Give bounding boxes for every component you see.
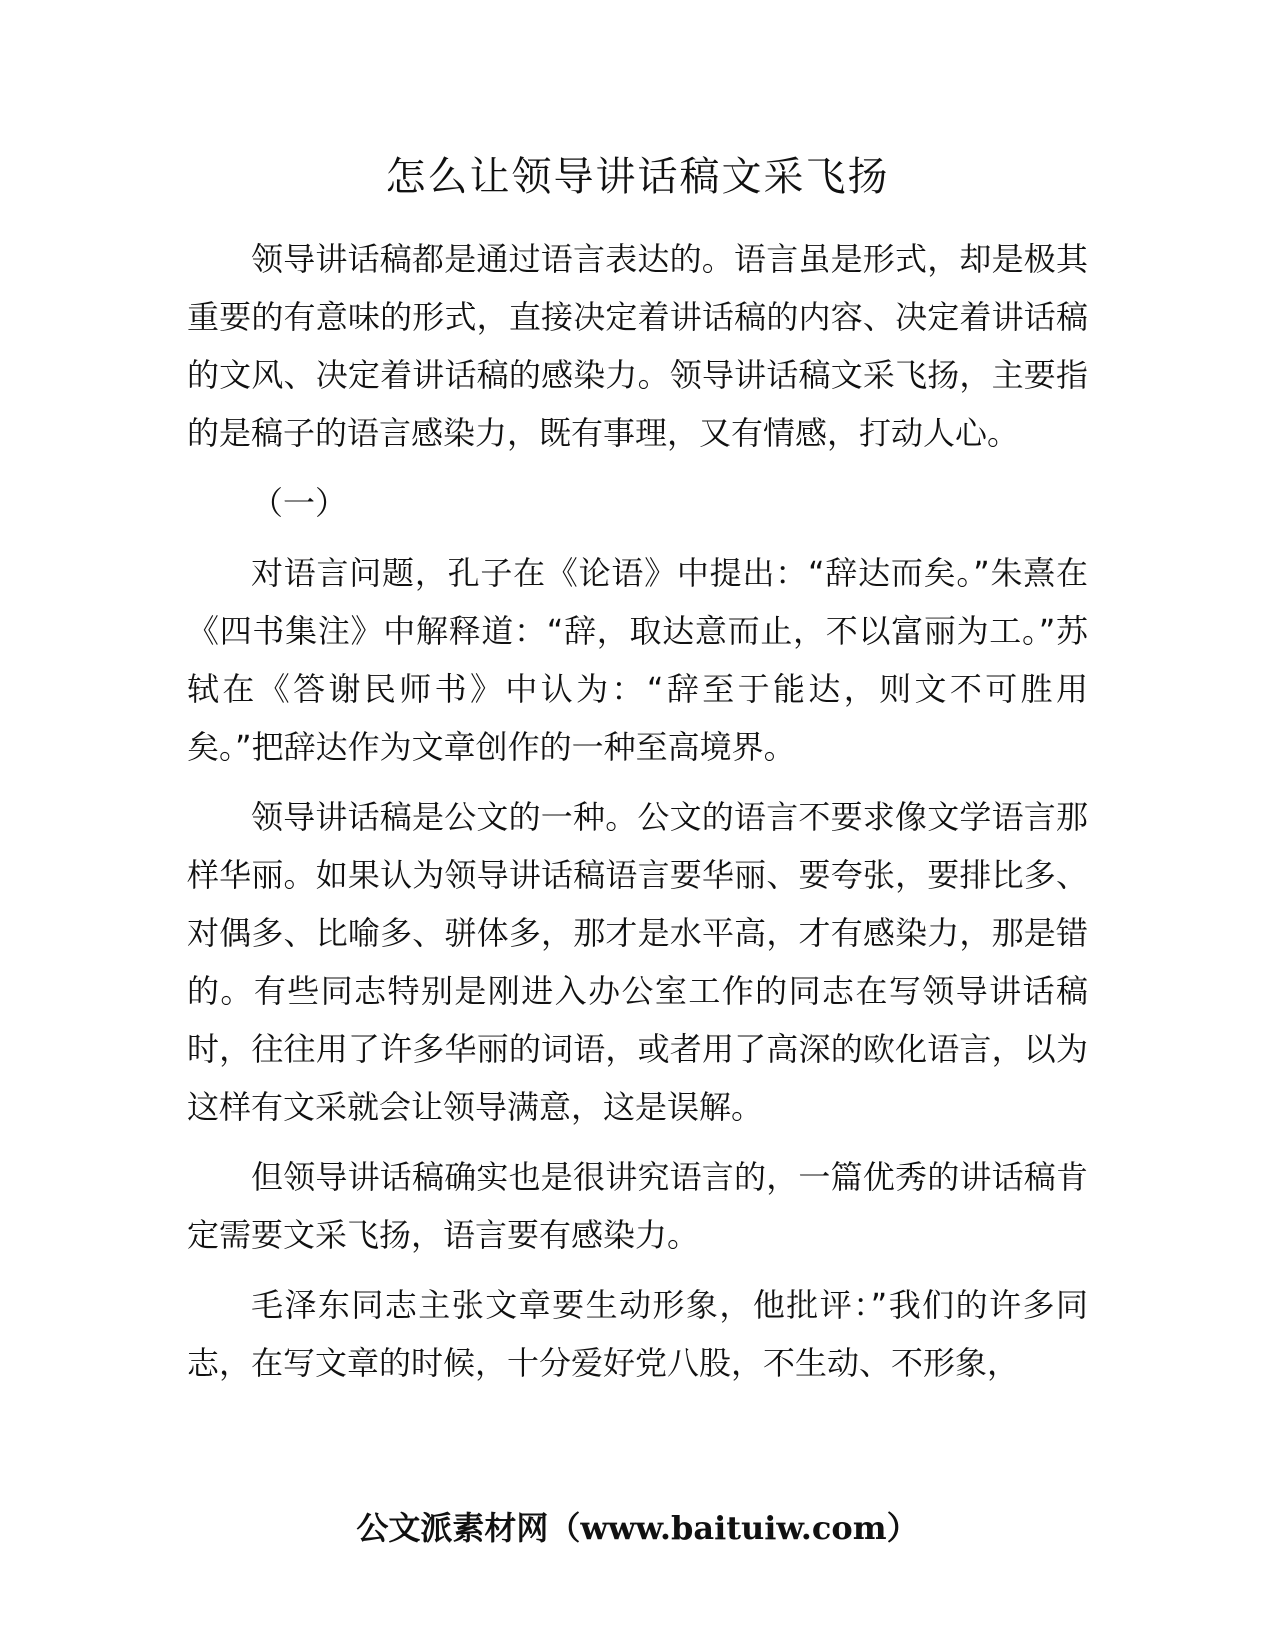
paragraph-official-style: 领导讲话稿是公文的一种。公文的语言不要求像文学语言那样华丽。如果认为领导讲话稿语言要华丽、要夸张，要排比多、对偶多、比喻多、骈体多，那才是水平高，才有感染力，那是错的。有些同志特别是刚进入办公室工作的同志在写领导讲话稿时，往往用了许多华丽的词语，或者用了高深的欧化语言，以为这样有文采就会让领导满意，这是误解。	[187, 798, 1088, 1126]
paragraph-intro: 领导讲话稿都是通过语言表达的。语言虽是形式，却是极其重要的有意味的形式，直接决定着讲话稿的内容、决定着讲话稿的文风、决定着讲话稿的感染力。领导讲话稿文采飞扬，主要指的是稿子的语言感染力，既有事理，又有情感，打动人心。	[187, 240, 1088, 452]
paragraph-language-matters: 但领导讲话稿确实也是很讲究语言的，一篇优秀的讲话稿肯定需要文采飞扬，语言要有感染力。	[187, 1158, 1088, 1254]
document-title: 怎么让领导讲话稿文采飞扬	[385, 154, 890, 200]
paragraph-mao: 毛泽东同志主张文章要生动形象，他批评：”我们的许多同志，在写文章的时候，十分爱好党八股，不生动、不形象，	[187, 1286, 1088, 1382]
footer-watermark-text: 公文派素材网（www.baituiw.com）	[356, 1509, 919, 1547]
section-heading-1: （一）	[251, 484, 348, 522]
paragraph-confucius: 对语言问题，孔子在《论语》中提出：“辞达而矣。”朱熹在《四书集注》中解释道：“辞，取达意而止，不以富丽为工。”苏轼在《答谢民师书》中认为：“辞至于能达，则文不可胜用矣。”把辞达作为文章创作的一种至高境界。	[187, 554, 1088, 766]
document-body	[187, 146, 1088, 1404]
